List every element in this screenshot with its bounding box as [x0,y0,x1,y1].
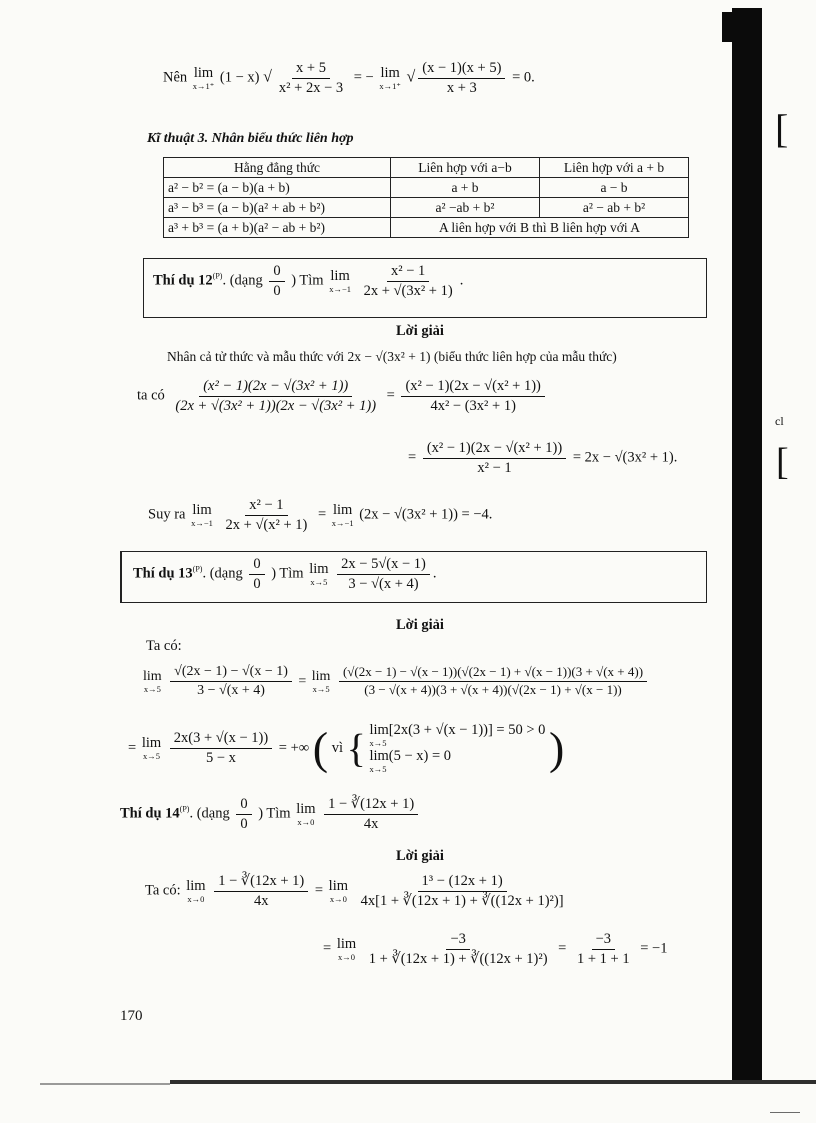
intro-limit-line: Nên lim x→1⁺ (1 − x) √ $\frac{x + 5}{\text{x² + 2x − 3}}$ = − lim x→1⁺ √ $\frac{(x - 1)(x + 5)}{x + 3}$ = 0. [163,60,535,96]
side-text: cl [775,414,784,428]
right-bracket-mark: [ [776,441,789,483]
example-12-statement: Thí dụ $12^{(P)}$. (dạng $\frac{0}{0}$ ) Tìm lim x→−1 $\frac{\text{x² − 1}}{\text{2x + √(3x² + 1)}}$ . [153,263,464,299]
ex12-intro: Nhân cả tử thức và mẫu thức với 2x − √(3x² + 1) (biểu thức liên hợp của mẫu thức) [167,349,617,364]
bottom-scan-edge-thin [40,1083,170,1085]
ex12-step2: = $\frac{\text{(x² − 1)(2x − √(x² + 1))}}{\text{x² − 1}}$ = 2x − √(3x² + 1). [408,440,678,476]
ex13-step2: = lim x→5 $\frac{2x(3 + √(x - 1))}{5 - x}$ = +∞ ( vì { lim[2x(3 + √(x − 1))] = 50 > 0 x→5 lim(5 − x) = 0 x→5 ) [128,722,565,775]
ex14-step1: Ta có: lim x→0 $\frac{1 - ∛(12x + 1)}{4x}$ = lim x→0 $\frac{\text{1³ − (12x + 1)}}{\text{4x[1 + ∛(12x + 1) + ∛((12x + 1)²)]}}$ [145,873,564,909]
section-heading: Kĩ thuật 3. Nhân biểu thức liên hợp [147,131,354,146]
page-number: 170 [120,1008,143,1024]
example-13-statement: Thí dụ $13^{(P)}$. (dạng $\frac{0}{0}$ ) Tìm lim x→5 $\frac{2x - 5√(x - 1)}{3 - √(x + 4)}$ . [133,556,437,592]
table-header-row: Hằng đẳng thức Liên hợp với a−b Liên hợp với a + b [164,158,689,178]
binding-shadow [732,8,762,1080]
binding-shadow-top [722,12,762,42]
ex13-step1: lim x→5 $\frac{√(2x - 1) - √(x - 1)}{3 - √(x + 4)}$ = lim x→5 $\frac{(√(2x - 1) - √(x - 1))(√(2x - 1) + √(x - 1))(3 + √(x + 4))}{(3 - √(x + 4))(3 + √(x + 4))(√(2x - 1) + √(x - 1))}$ [141,664,650,699]
solution-label-12: Lời giải [396,323,444,339]
table-row: a² − b² = (a − b)(a + b) a + b a − b [164,178,689,198]
ex12-step1: ta có $\frac{\text{(x² − 1)(2x − √(3x² + 1))}}{\text{(2x + √(3x² + 1))(2x − √(3x² + 1))}}$ = $\frac{\text{(x² − 1)(2x − √(x² + 1))}}{\text{4x² − (3x² + 1)}}$ [137,378,548,414]
table-row: a³ − b³ = (a − b)(a² + ab + b²) a² −ab + b² a² − ab + b² [164,198,689,218]
sqrt-fraction: $\frac{x + 5}{\text{x² + 2x − 3}}$ [278,60,344,96]
table-row: a³ + b³ = (a + b)(a² − ab + b²) A liên hợp với B thì B liên hợp với A [164,218,689,238]
lim-operator: lim x→1⁺ [192,65,215,91]
corner-line [770,1112,800,1113]
solution-label-14: Lời giải [396,848,444,864]
example-14-statement: Thí dụ $14^{(P)}$. (dạng $\frac{0}{0}$ ) Tìm lim x→0 $\frac{1 - ∛(12x + 1)}{4x}$ [120,796,421,832]
ex13-taco: Ta có: [146,638,182,654]
bottom-scan-edge [170,1080,816,1084]
solution-label-13: Lời giải [396,617,444,633]
ex14-step2: = lim x→0 $\frac{-3}{\text{1 + ∛(12x + 1) + ∛((12x + 1)²)}}$ = $\frac{-3}{1 + 1 + 1}$ = −1 [323,931,668,967]
right-bracket-mark: [ [775,106,789,151]
ex12-conclusion: Suy ra lim x→−1 $\frac{\text{x² − 1}}{\text{2x + √(x² + 1)}}$ = lim x→−1 (2x − √(3x² + 1)) = −4. [148,497,493,533]
prefix: Nên [163,69,188,86]
identity-table [163,157,689,238]
